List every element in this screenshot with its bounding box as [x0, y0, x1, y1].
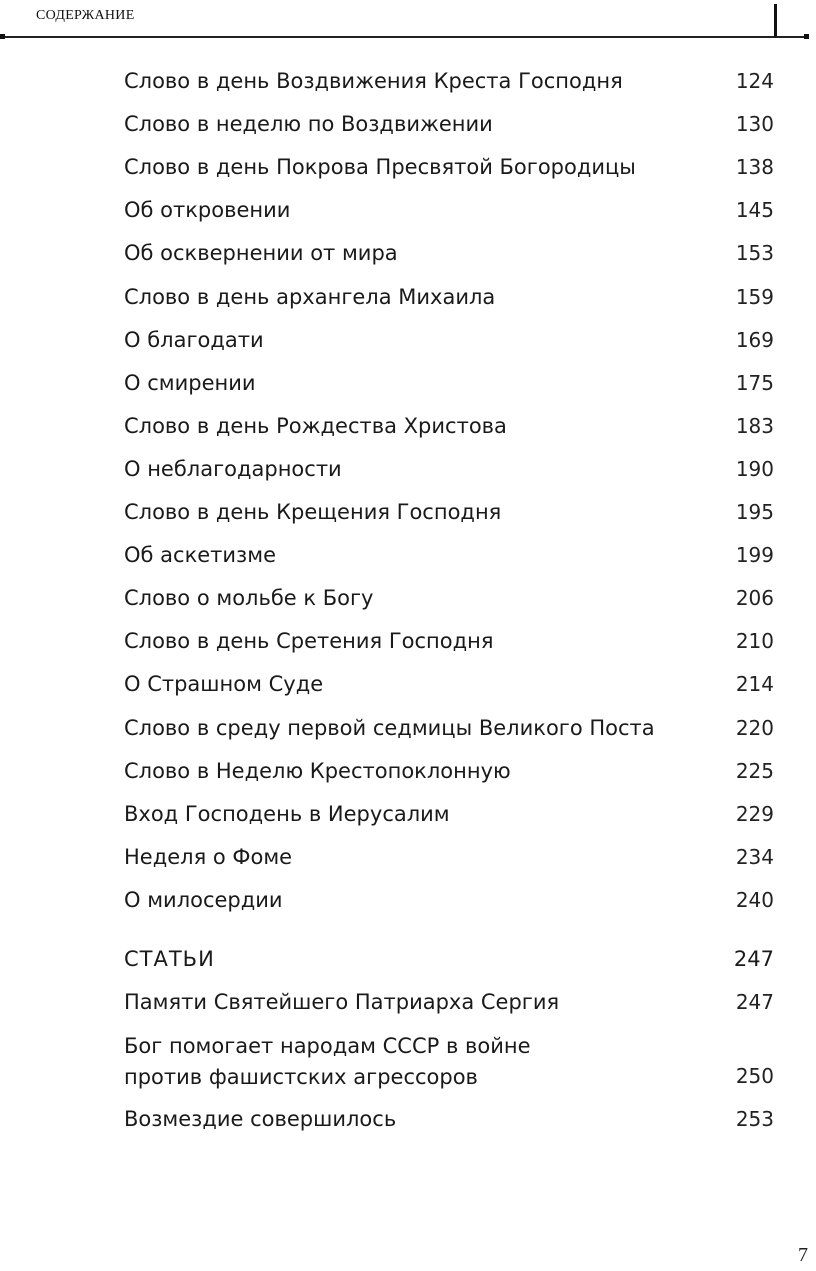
toc-entry-title: Памяти Святейшего Патриарха Сергия	[124, 989, 560, 1014]
toc-entry-title: Слово в Неделю Крестопоклонную	[124, 758, 511, 783]
toc-entry-page: 247	[735, 989, 774, 1014]
toc-entry	[124, 572, 774, 615]
toc-entry	[124, 788, 774, 831]
toc-entry-title: О милосердии	[124, 887, 283, 912]
toc-entry	[124, 976, 774, 1019]
toc-entry-page: 210	[735, 629, 774, 654]
toc-entry-page: 159	[735, 284, 774, 309]
toc-entry-title: Слово в день Сретения Господня	[124, 629, 494, 654]
toc-entry-title-line: Бог помогает народам СССР в войне	[124, 1033, 531, 1058]
header-rule	[0, 36, 808, 38]
toc-entry-title: Об осквернении от мира	[124, 241, 398, 266]
toc-entry-page: 253	[735, 1107, 774, 1132]
toc-entry-title: Слово в день Рождества Христова	[124, 413, 507, 438]
toc-entry-title: Об откровении	[124, 198, 291, 223]
toc-entry-page: 175	[735, 370, 774, 395]
running-head: СОДЕРЖАНИЕ	[36, 8, 135, 23]
toc-entry-page: 124	[735, 69, 774, 94]
toc-entry	[124, 270, 774, 313]
toc-entry-title: Об аскетизме	[124, 543, 276, 568]
toc-entry	[124, 357, 774, 400]
toc-entry-title: Слово в день Воздвижения Креста Господня	[124, 69, 623, 94]
header-vertical-bar	[774, 4, 777, 37]
toc-entry-page: 220	[735, 715, 774, 740]
header-rule-left-mark	[0, 34, 5, 39]
toc-entry-page: 138	[735, 155, 774, 180]
toc-entry-title: О Страшном Суде	[124, 672, 324, 697]
toc-entry	[124, 227, 774, 270]
toc-entry-page: 229	[735, 801, 774, 826]
toc-entry-page: 153	[735, 241, 774, 266]
toc-entry-page: 199	[735, 543, 774, 568]
toc-entry-page: 130	[735, 112, 774, 137]
toc-entry-title-line: против фашистских агрессоров	[124, 1064, 478, 1089]
toc-entry-title: Слово в день Покрова Пресвятой Богородицы	[124, 155, 636, 180]
toc-entry-page: 145	[735, 198, 774, 223]
toc-entry-page: 190	[735, 456, 774, 481]
toc-entry-title: Слово о мольбе к Богу	[124, 586, 374, 611]
toc-entry	[124, 529, 774, 572]
toc-entry	[124, 98, 774, 141]
toc-entry	[124, 55, 774, 98]
toc-entry	[124, 184, 774, 227]
toc-entry	[124, 831, 774, 874]
toc-entry-page: 195	[735, 500, 774, 525]
toc-entry-page: 169	[735, 327, 774, 352]
toc-entry	[124, 400, 774, 443]
toc-entry	[124, 1093, 774, 1136]
toc-entry	[124, 443, 774, 486]
toc-entry	[124, 658, 774, 701]
toc-entry	[124, 745, 774, 788]
section-gap	[124, 917, 774, 933]
toc-entry-page: 234	[735, 844, 774, 869]
toc-entry	[124, 615, 774, 658]
toc-entry-page: 206	[735, 586, 774, 611]
toc-entry-title: Слово в день Крещения Господня	[124, 500, 502, 525]
table-of-contents	[124, 55, 774, 1136]
toc-entry	[124, 874, 774, 917]
toc-entry-page: 240	[735, 887, 774, 912]
toc-entry-title: Слово в среду первой седмицы Великого Поста	[124, 715, 655, 740]
section-title: СТАТЬИ	[124, 946, 215, 971]
toc-entry-title: Возмездие совершилось	[124, 1107, 397, 1132]
toc-entry-page: 225	[735, 758, 774, 783]
toc-entry	[124, 486, 774, 529]
toc-entry-title: Слово в день архангела Михаила	[124, 284, 496, 309]
toc-entry-title: Слово в неделю по Воздвижении	[124, 112, 493, 137]
toc-entry-title: Вход Господень в Иерусалим	[124, 801, 450, 826]
toc-entry-page: 250	[735, 1063, 774, 1088]
toc-entry-title: О смирении	[124, 370, 256, 395]
toc-entry	[124, 141, 774, 184]
toc-section-heading	[124, 933, 774, 976]
toc-entry	[124, 701, 774, 744]
toc-entry	[124, 314, 774, 357]
toc-entry-title: О благодати	[124, 327, 264, 352]
toc-entry-title: Неделя о Фоме	[124, 844, 293, 869]
section-page: 247	[733, 946, 774, 971]
toc-entry-title: О неблагодарности	[124, 456, 342, 481]
toc-entry	[124, 1019, 774, 1093]
header-rule-right-mark	[804, 34, 809, 39]
toc-entry-page: 183	[735, 413, 774, 438]
toc-entry-title	[124, 1031, 531, 1093]
toc-entry-page: 214	[735, 672, 774, 697]
page-number: 7	[798, 1244, 808, 1266]
